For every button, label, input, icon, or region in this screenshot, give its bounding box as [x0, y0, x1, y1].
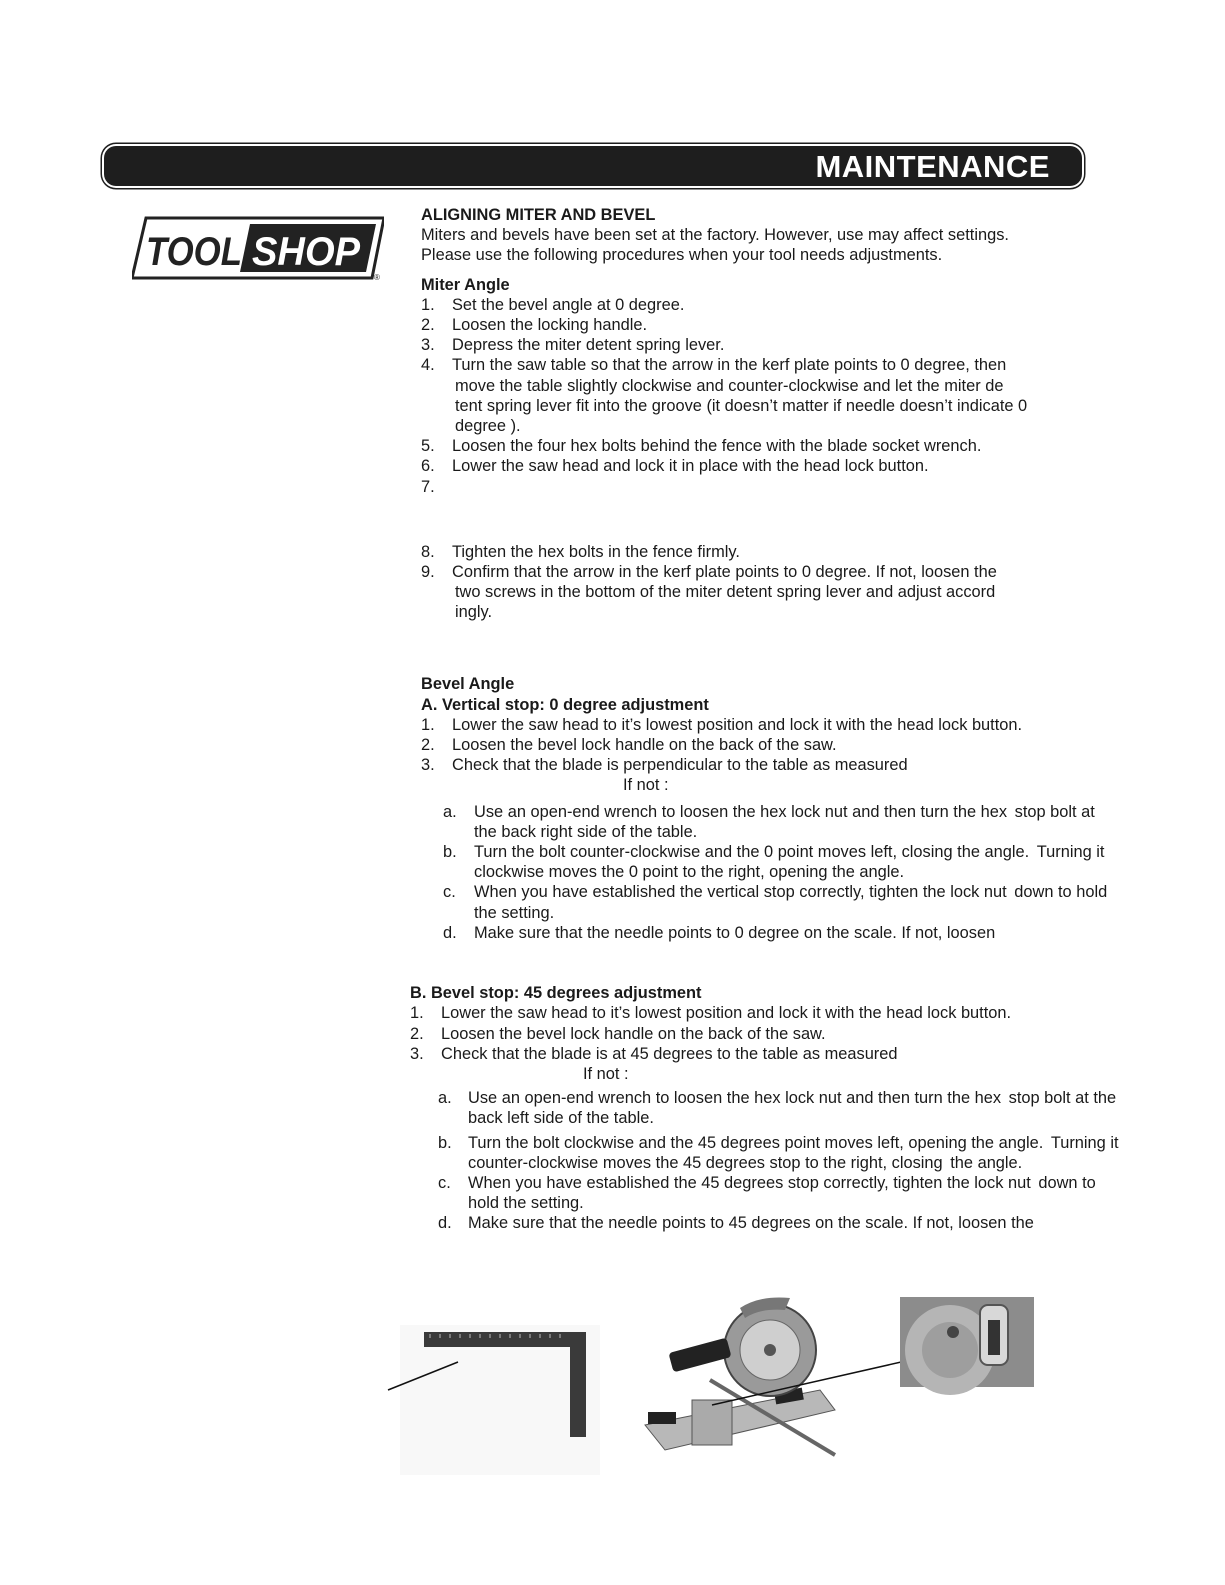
bevel-angle-heading: Bevel Angle: [421, 675, 515, 694]
bevel-b-substep: a. Use an open-end wrench to loosen the hex lock nut and then turn the hex stop bolt at the back left side of the table.: [438, 1089, 1117, 1128]
miter-angle-heading: Miter Angle: [421, 275, 510, 294]
intro-line: Please use the following procedures when your tool needs adjustments.: [421, 246, 943, 265]
miter-step: 9. Confirm that the arrow in the kerf plate points to 0 degree. If not, loosen the two screws in the bottom of the miter detent spring lever and adjust accord ingly.: [421, 562, 997, 622]
bevel-a-substep: d. Make sure that the needle points to 0 degree on the scale. If not, loosen: [443, 923, 996, 942]
bevel-b-substep: d. Make sure that the needle points to 45 degrees on the scale. If not, loosen the: [438, 1214, 1034, 1233]
svg-text:TOOL: TOOL: [146, 230, 242, 274]
miter-step: 2. Loosen the locking handle.: [421, 316, 648, 335]
bevel-b-step: 2. Loosen the bevel lock handle on the back of the saw.: [410, 1024, 826, 1043]
svg-text:®: ®: [374, 273, 380, 282]
page-title: MAINTENANCE: [815, 149, 1050, 184]
miter-saw-illustration: [645, 1297, 910, 1455]
miter-step: 5. Loosen the four hex bolts behind the fence with the blade socket wrench.: [421, 437, 982, 456]
miter-step: 7.: [421, 477, 435, 496]
miter-step: 8. Tighten the hex bolts in the fence firmly.: [421, 542, 740, 561]
section-heading: ALIGNING MITER AND BEVEL: [421, 206, 656, 224]
bevel-b-step: 3. Check that the blade is at 45 degrees to the table as measured: [410, 1044, 898, 1063]
bevel-a-step: 3. Check that the blade is perpendicular to the table as measured: [421, 756, 908, 775]
miter-step: 4. Turn the saw table so that the arrow in the kerf plate points to 0 degree, then move the table slightly clockwise and counter-clockwise and let the miter de tent spring lever fit into the groove (it doesn’t matter if needle doesn’t indicate 0 degree ).: [421, 356, 1028, 436]
vertical-stop-heading: A. Vertical stop: 0 degree adjustment: [421, 695, 709, 714]
maintenance-content: [410, 205, 1121, 1234]
bevel-b-substep: b. Turn the bolt clockwise and the 45 degrees point moves left, opening the angle. Turning it counter-clockwise moves the 45 degrees stop to the right, closing the angle.: [438, 1133, 1119, 1172]
tool-shop-logo: [132, 216, 384, 282]
illustrations: [380, 1290, 1100, 1475]
bevel-a-step: 2. Loosen the bevel lock handle on the back of the saw.: [421, 736, 837, 755]
bevel-a-step: 1. Lower the saw head to it’s lowest position and lock it with the head lock button.: [421, 715, 1023, 734]
miter-step: 6. Lower the saw head and lock it in place with the head lock button.: [421, 457, 929, 476]
if-not-label: If not :: [583, 1064, 629, 1083]
bevel-a-substep: a. Use an open-end wrench to loosen the hex lock nut and then turn the hex stop bolt at the back right side of the table.: [443, 802, 1095, 841]
svg-text:SHOP: SHOP: [252, 230, 361, 274]
bevel-detail-photo: [900, 1297, 1034, 1395]
bevel-a-substep: c. When you have established the vertical stop correctly, tighten the lock nut down to hold the setting.: [443, 883, 1108, 922]
carpenter-square-illustration: [388, 1325, 600, 1475]
intro-line: Miters and bevels have been set at the factory. However, use may affect settings.: [421, 226, 1009, 245]
bevel-stop-heading: B. Bevel stop: 45 degrees adjustment: [410, 984, 702, 1003]
bevel-a-substep: b. Turn the bolt counter-clockwise and the 0 point moves left, closing the angle. Turning it clockwise moves the 0 point to the right, opening the angle.: [443, 843, 1105, 882]
header-banner: [104, 146, 1082, 186]
bevel-b-substep: c. When you have established the 45 degrees stop correctly, tighten the lock nut down to hold the setting.: [438, 1173, 1096, 1213]
miter-step: 1. Set the bevel angle at 0 degree.: [421, 295, 685, 314]
miter-step: 3. Depress the miter detent spring lever.: [421, 336, 725, 355]
bevel-b-step: 1. Lower the saw head to it’s lowest position and lock it with the head lock button.: [410, 1004, 1012, 1023]
if-not-label: If not :: [623, 776, 669, 795]
